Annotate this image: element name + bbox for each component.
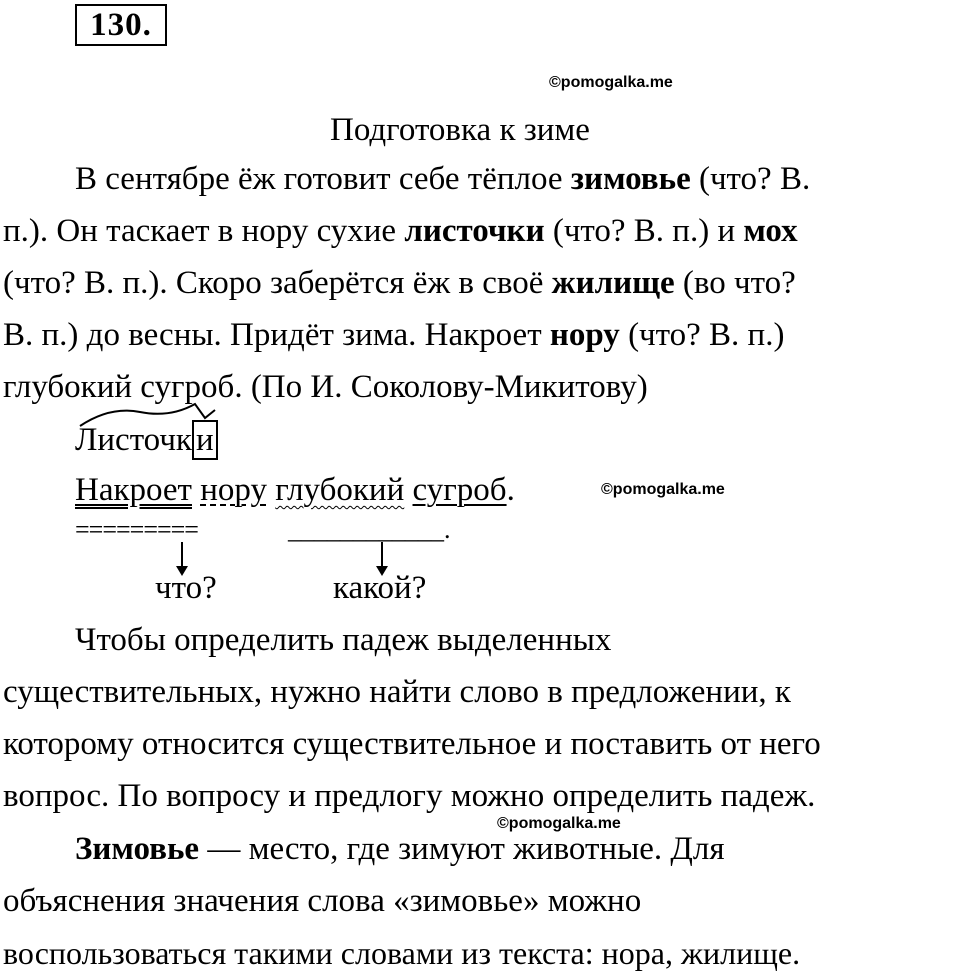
word-root: Листочк <box>75 422 192 458</box>
subject-word: сугроб <box>412 472 507 508</box>
text-segment: (что? В. <box>690 161 811 197</box>
text-segment: (что? В. п.) и <box>544 213 744 249</box>
question-which: какой? <box>333 570 427 606</box>
morpheme-word <box>75 418 218 463</box>
question-what: что? <box>155 570 217 606</box>
predicate-marker: ========= <box>75 515 198 544</box>
text-line-4 <box>3 313 784 358</box>
highlighted-word: мох <box>743 213 798 249</box>
text-line-2 <box>3 209 798 254</box>
object-word: нору <box>200 472 267 508</box>
explanation-line-2: существительных, нужно найти слово в предложении, к <box>3 674 791 710</box>
definition-term: Зимовье <box>75 831 200 867</box>
text-line-3 <box>3 261 796 306</box>
watermark: ©pomogalka.me <box>497 815 621 832</box>
predicate-word: Накроет <box>75 472 192 508</box>
text-segment: п.). Он таскает в нору сухие <box>3 213 405 249</box>
text-segment: (что? В. п.) <box>619 317 785 353</box>
explanation-line-4: вопрос. По вопросу и предлогу можно определить падеж. <box>3 778 816 814</box>
attribute-word: глубокий <box>275 472 405 508</box>
parse-sentence <box>75 468 515 513</box>
watermark: ©pomogalka.me <box>549 74 673 91</box>
definition-line-1 <box>75 827 725 872</box>
highlighted-word: жилище <box>551 265 675 301</box>
highlighted-word: нору <box>549 317 620 353</box>
definition-line-3: воспользоваться такими словами из текста: нора, жилище. <box>3 935 801 971</box>
text-segment: глубокий сугроб. (По И. Соколову-Микитову) <box>3 369 648 405</box>
explanation-line-3: которому относится существительное и поставить от него <box>3 726 821 762</box>
word-ending: и <box>192 420 218 460</box>
watermark: ©pomogalka.me <box>601 481 725 498</box>
text-segment: (во что? <box>674 265 796 301</box>
text-segment: В сентябре ёж готовит себе тёплое <box>75 161 571 197</box>
exercise-number: 130. <box>75 4 167 46</box>
text-title: Подготовка к зиме <box>330 112 590 148</box>
definition-text: — место, где зимуют животные. Для <box>199 831 725 867</box>
highlighted-word: зимовье <box>570 161 691 197</box>
explanation-line-1: Чтобы определить падеж выделенных <box>75 622 612 658</box>
highlighted-word: листочки <box>404 213 545 249</box>
definition-line-2: объяснения значения слова «зимовье» можно <box>3 883 642 919</box>
subject-marker: ____________. <box>288 515 451 544</box>
sentence-end: . <box>506 472 515 508</box>
text-segment: (что? В. п.). Скоро заберётся ёж в своё <box>3 265 552 301</box>
text-line-1 <box>75 157 810 202</box>
text-segment: В. п.) до весны. Придёт зима. Накроет <box>3 317 550 353</box>
